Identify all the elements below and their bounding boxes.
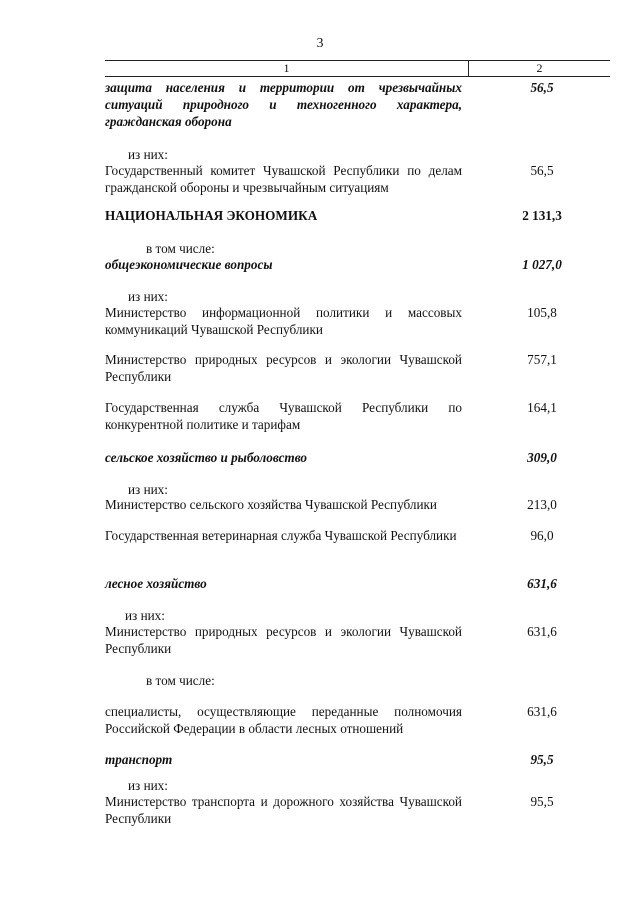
column-header-1: 1: [283, 61, 290, 75]
row-name: Министерство сельского хозяйства Чувашской Республики: [105, 497, 437, 512]
row-name: Государственная служба Чувашской Республики по конкурентной политике и тарифам: [105, 400, 462, 432]
row-value: 96,0: [530, 528, 554, 543]
row-value: 95,5: [530, 752, 554, 767]
row-name: сельское хозяйство и рыболовство: [105, 450, 308, 465]
row-label: из них:: [128, 482, 168, 497]
row-value: 309,0: [527, 450, 557, 465]
row-value: 164,1: [527, 400, 557, 415]
row-name: Министерство транспорта и дорожного хозяйства Чувашской Республики: [105, 794, 462, 826]
row-name: НАЦИОНАЛЬНАЯ ЭКОНОМИКА: [105, 208, 318, 223]
row-value: 757,1: [527, 352, 557, 367]
row-name: Министерство природных ресурсов и экологии Чувашской Республики: [105, 352, 462, 384]
row-value: 631,6: [527, 576, 557, 591]
row-name: специалисты, осуществляющие переданные полномочия Российской Федерации в области лесных отношений: [105, 704, 462, 736]
row-name: Государственная ветеринарная служба Чувашской Республики: [105, 528, 457, 543]
row-label: из них:: [128, 147, 168, 162]
row-value: 213,0: [527, 497, 557, 512]
row-value: 2 131,3: [522, 208, 562, 223]
row-label: из них:: [128, 289, 168, 304]
page-number: 3: [316, 36, 324, 51]
row-value: 631,6: [527, 704, 557, 719]
row-name: Государственный комитет Чувашской Республики по делам гражданской обороны и чрезвычайным ситуациям: [105, 163, 462, 195]
row-label: из них:: [125, 608, 165, 623]
row-value: 631,6: [527, 624, 557, 639]
row-name: Министерство информационной политики и массовых коммуникаций Чувашской Республики: [105, 305, 462, 337]
row-name: транспорт: [105, 752, 173, 767]
row-name: лесное хозяйство: [105, 576, 207, 591]
row-name: защита населения и территории от чрезвычайных ситуаций природного и техногенного характера, гражданская оборона: [105, 80, 462, 129]
row-name: Министерство природных ресурсов и экологии Чувашской Республики: [105, 624, 462, 656]
table-header: [105, 60, 610, 77]
row-label: в том числе:: [146, 241, 215, 256]
row-name: общеэкономические вопросы: [105, 257, 273, 272]
row-label: из них:: [128, 778, 168, 793]
row-value: 56,5: [530, 80, 554, 95]
row-value: 56,5: [530, 163, 554, 178]
row-value: 1 027,0: [522, 257, 562, 272]
row-label: в том числе:: [146, 673, 215, 688]
column-header-2: 2: [536, 61, 543, 75]
row-value: 105,8: [527, 305, 557, 320]
row-value: 95,5: [530, 794, 554, 809]
